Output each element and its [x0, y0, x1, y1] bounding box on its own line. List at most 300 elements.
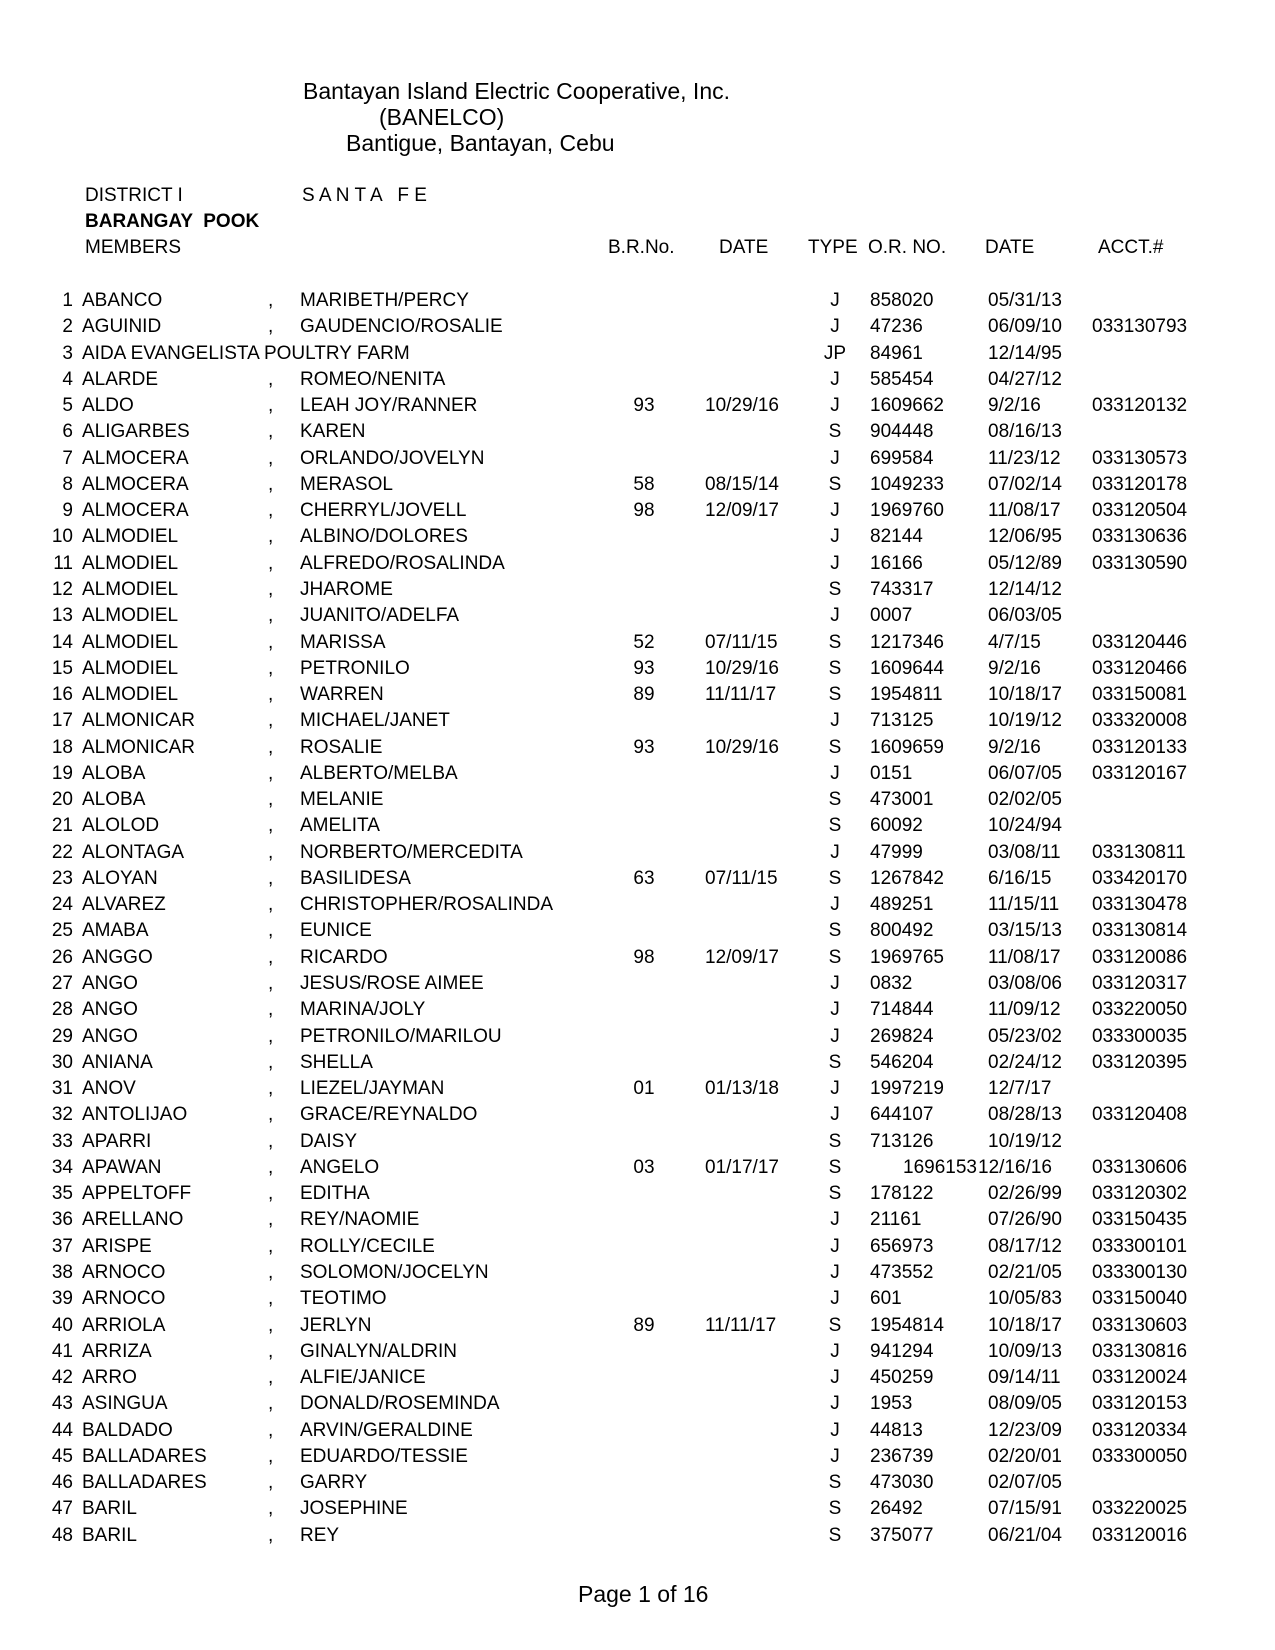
- barangay-title: BARANGAY POOK: [85, 211, 260, 232]
- or-no-cell: 1609659: [870, 737, 944, 758]
- member-surname: ANGGO: [82, 947, 153, 968]
- type-cell: S: [828, 1525, 842, 1546]
- type-header: TYPE: [808, 237, 858, 258]
- member-given-name: LIEZEL/JAYMAN: [300, 1078, 445, 1099]
- table-row: [0, 945, 1275, 971]
- name-separator: ,: [268, 920, 274, 941]
- or-no-cell: 375077: [870, 1525, 934, 1546]
- member-surname: AGUINID: [82, 316, 162, 337]
- member-number: 4: [62, 369, 73, 390]
- member-surname: ALMOCERA: [82, 474, 189, 495]
- type-cell: S: [828, 632, 842, 653]
- acct-cell: 033120016: [1092, 1525, 1188, 1546]
- type-cell: S: [828, 815, 842, 836]
- table-row: [0, 1207, 1275, 1233]
- table-row: [0, 1129, 1275, 1155]
- or-date-cell: 12/06/95: [988, 526, 1062, 547]
- or-no-cell: 82144: [870, 526, 923, 547]
- type-cell: J: [830, 500, 840, 521]
- or-date-cell: 05/23/02: [988, 1026, 1062, 1047]
- type-cell: J: [830, 1341, 840, 1362]
- member-given-name: JHAROME: [300, 579, 393, 600]
- member-number: 38: [51, 1262, 73, 1283]
- or-date-cell: 02/20/01: [988, 1446, 1062, 1467]
- br-no-cell: 89: [633, 684, 655, 705]
- member-given-name: ARVIN/GERALDINE: [300, 1420, 473, 1441]
- member-given-name: JERLYN: [300, 1315, 372, 1336]
- member-number: 24: [51, 894, 73, 915]
- member-surname: BALDADO: [82, 1420, 173, 1441]
- name-separator: ,: [268, 579, 274, 600]
- member-surname: ARRO: [82, 1367, 137, 1388]
- member-surname: ARNOCO: [82, 1262, 166, 1283]
- name-separator: ,: [268, 1525, 274, 1546]
- table-row: [0, 787, 1275, 813]
- table-row: [0, 446, 1275, 472]
- member-number: 3: [62, 343, 73, 364]
- name-separator: ,: [268, 763, 274, 784]
- member-number: 7: [62, 448, 73, 469]
- member-surname: BALLADARES: [82, 1446, 207, 1467]
- or-date-cell: 08/17/12: [988, 1236, 1062, 1257]
- member-number: 30: [51, 1052, 73, 1073]
- type-cell: J: [830, 526, 840, 547]
- table-row: [0, 1444, 1275, 1470]
- type-cell: J: [830, 1209, 840, 1230]
- member-given-name: MICHAEL/JANET: [300, 710, 450, 731]
- acct-cell: 033120167: [1092, 763, 1188, 784]
- or-date-cell: 11/23/12: [988, 448, 1061, 469]
- br-no-cell: 03: [633, 1157, 655, 1178]
- or-no-cell: 1217346: [870, 632, 944, 653]
- or-date-cell: 02/24/12: [988, 1052, 1062, 1073]
- member-number: 5: [62, 395, 73, 416]
- member-given-name: REY: [300, 1525, 340, 1546]
- member-given-name: CHRISTOPHER/ROSALINDA: [300, 894, 554, 915]
- br-date-cell: 10/29/16: [705, 395, 779, 416]
- type-cell: S: [828, 920, 842, 941]
- or-no-cell: 1609644: [870, 658, 944, 679]
- acct-cell: 033300035: [1092, 1026, 1188, 1047]
- member-surname: ANGO: [82, 1026, 138, 1047]
- or-date-cell: 07/02/14: [988, 474, 1062, 495]
- or-date-cell: 4/7/15: [988, 632, 1041, 653]
- or-no-cell: 713126: [870, 1131, 934, 1152]
- or-date-cell: 06/09/10: [988, 316, 1062, 337]
- member-given-name: ORLANDO/JOVELYN: [300, 448, 485, 469]
- table-row: [0, 866, 1275, 892]
- member-number: 19: [51, 763, 73, 784]
- or-no-cell: 178122: [870, 1183, 934, 1204]
- member-surname: BALLADARES: [82, 1472, 207, 1493]
- member-number: 43: [51, 1393, 73, 1414]
- table-row: [0, 997, 1275, 1023]
- or-no-cell: 585454: [870, 369, 934, 390]
- br-date-cell: 08/15/14: [705, 474, 779, 495]
- name-separator: ,: [268, 500, 274, 521]
- table-row: [0, 761, 1275, 787]
- br-no-cell: 98: [633, 500, 655, 521]
- type-cell: J: [830, 1446, 840, 1467]
- table-row: [0, 735, 1275, 761]
- or-date-cell: 11/09/12: [988, 999, 1061, 1020]
- type-cell: J: [830, 605, 840, 626]
- table-row: [0, 288, 1275, 314]
- name-separator: ,: [268, 369, 274, 390]
- type-cell: J: [830, 842, 840, 863]
- member-surname: ALOYAN: [82, 868, 158, 889]
- member-given-name: JUANITO/ADELFA: [300, 605, 460, 626]
- or-date-cell: 03/08/06: [988, 973, 1062, 994]
- or-no-cell: 489251: [870, 894, 934, 915]
- type-cell: J: [830, 316, 840, 337]
- member-surname: ALOBA: [82, 763, 146, 784]
- or-date-cell: 12/16/16: [978, 1157, 1052, 1178]
- name-separator: ,: [268, 947, 274, 968]
- or-date-cell: 12/23/09: [988, 1420, 1062, 1441]
- name-separator: ,: [268, 1498, 274, 1519]
- member-surname: BARIL: [82, 1525, 137, 1546]
- member-given-name: SHELLA: [300, 1052, 373, 1073]
- or-date-cell: 03/08/11: [988, 842, 1061, 863]
- member-surname: ALMONICAR: [82, 737, 195, 758]
- name-separator: ,: [268, 710, 274, 731]
- acct-cell: 033130793: [1092, 316, 1188, 337]
- br-date-cell: 12/09/17: [705, 947, 779, 968]
- or-no-cell: 656973: [870, 1236, 934, 1257]
- name-separator: ,: [268, 290, 274, 311]
- member-number: 35: [51, 1183, 73, 1204]
- br-date-cell: 01/17/17: [705, 1157, 779, 1178]
- br-date-cell: 11/11/17: [705, 684, 777, 705]
- type-cell: S: [828, 1498, 842, 1519]
- br-date-cell: 10/29/16: [705, 737, 779, 758]
- or-date-cell: 10/19/12: [988, 1131, 1062, 1152]
- name-separator: ,: [268, 1472, 274, 1493]
- type-cell: S: [828, 1157, 842, 1178]
- type-cell: S: [828, 1183, 842, 1204]
- name-separator: ,: [268, 1446, 274, 1467]
- acct-cell: 033130606: [1092, 1157, 1188, 1178]
- member-given-name: RICARDO: [300, 947, 388, 968]
- name-separator: ,: [268, 658, 274, 679]
- member-given-name: JESUS/ROSE AIMEE: [300, 973, 484, 994]
- type-cell: J: [830, 1393, 840, 1414]
- member-number: 18: [51, 737, 73, 758]
- member-surname: ALMODIEL: [82, 553, 179, 574]
- member-surname: ALMONICAR: [82, 710, 195, 731]
- name-separator: ,: [268, 553, 274, 574]
- member-number: 44: [51, 1420, 73, 1441]
- table-row: [0, 603, 1275, 629]
- or-no-cell: 546204: [870, 1052, 934, 1073]
- acct-header: ACCT.#: [1098, 237, 1164, 258]
- name-separator: ,: [268, 1078, 274, 1099]
- or-no-cell: 1954811: [870, 684, 943, 705]
- member-surname: ALMODIEL: [82, 684, 179, 705]
- or-date-cell: 11/08/17: [988, 500, 1061, 521]
- member-surname: APPELTOFF: [82, 1183, 192, 1204]
- member-surname: AIDA EVANGELISTA POULTRY FARM: [82, 343, 410, 364]
- br-no-cell: 52: [633, 632, 655, 653]
- acct-cell: 033130603: [1092, 1315, 1188, 1336]
- name-separator: ,: [268, 999, 274, 1020]
- or-date-cell: 04/27/12: [988, 369, 1062, 390]
- or-date-cell: 02/07/05: [988, 1472, 1062, 1493]
- member-number: 25: [51, 920, 73, 941]
- member-given-name: EDITHA: [300, 1183, 370, 1204]
- type-cell: JP: [823, 343, 847, 364]
- acct-cell: 033130590: [1092, 553, 1188, 574]
- member-number: 20: [51, 789, 73, 810]
- member-given-name: PETRONILO: [300, 658, 410, 679]
- member-given-name: ROMEO/NENITA: [300, 369, 446, 390]
- name-separator: ,: [268, 1420, 274, 1441]
- or-date-cell: 10/18/17: [988, 1315, 1062, 1336]
- br-no-cell: 58: [633, 474, 655, 495]
- acct-cell: 033130478: [1092, 894, 1188, 915]
- table-row: [0, 1181, 1275, 1207]
- type-cell: J: [830, 1104, 840, 1125]
- member-given-name: REY/NAOMIE: [300, 1209, 420, 1230]
- or-date-cell: 11/08/17: [988, 947, 1061, 968]
- name-separator: ,: [268, 815, 274, 836]
- name-separator: ,: [268, 1183, 274, 1204]
- table-row: [0, 892, 1275, 918]
- table-row: [0, 1155, 1275, 1181]
- acct-cell: 033420170: [1092, 868, 1188, 889]
- member-number: 8: [62, 474, 73, 495]
- member-given-name: DONALD/ROSEMINDA: [300, 1393, 500, 1414]
- member-number: 28: [51, 999, 73, 1020]
- table-row: [0, 367, 1275, 393]
- name-separator: ,: [268, 1367, 274, 1388]
- member-surname: ALMODIEL: [82, 658, 179, 679]
- or-date-cell: 12/7/17: [988, 1078, 1052, 1099]
- page-number: Page 1 of 16: [578, 1581, 709, 1607]
- type-cell: J: [830, 1262, 840, 1283]
- table-row: [0, 314, 1275, 340]
- member-number: 45: [51, 1446, 73, 1467]
- member-number: 13: [51, 605, 73, 626]
- type-cell: S: [828, 474, 842, 495]
- acct-cell: 033320008: [1092, 710, 1188, 731]
- member-given-name: GARRY: [300, 1472, 368, 1493]
- member-number: 37: [51, 1236, 73, 1257]
- type-cell: J: [830, 710, 840, 731]
- member-given-name: LEAH JOY/RANNER: [300, 395, 478, 416]
- or-no-cell: 47999: [870, 842, 923, 863]
- name-separator: ,: [268, 395, 274, 416]
- table-row: [0, 1260, 1275, 1286]
- or-no-cell: 800492: [870, 920, 934, 941]
- type-cell: J: [830, 395, 840, 416]
- or-date-cell: 12/14/95: [988, 343, 1062, 364]
- member-surname: ANGO: [82, 999, 138, 1020]
- member-number: 48: [51, 1525, 73, 1546]
- member-surname: APARRI: [82, 1131, 152, 1152]
- acct-cell: 033120466: [1092, 658, 1188, 679]
- member-number: 32: [51, 1104, 73, 1125]
- name-separator: ,: [268, 789, 274, 810]
- or-no-cell: 1997219: [870, 1078, 944, 1099]
- acct-cell: 033130816: [1092, 1341, 1188, 1362]
- member-number: 41: [51, 1341, 73, 1362]
- acct-cell: 033120153: [1092, 1393, 1188, 1414]
- br-no-cell: 63: [633, 868, 655, 889]
- type-cell: J: [830, 1367, 840, 1388]
- name-separator: ,: [268, 1393, 274, 1414]
- member-number: 42: [51, 1367, 73, 1388]
- member-given-name: GAUDENCIO/ROSALIE: [300, 316, 503, 337]
- type-cell: J: [830, 999, 840, 1020]
- or-date-cell: 06/03/05: [988, 605, 1062, 626]
- br-date-cell: 12/09/17: [705, 500, 779, 521]
- br-no-cell: 01: [633, 1078, 655, 1099]
- br-date-header: DATE: [719, 237, 769, 258]
- or-date-cell: 10/09/13: [988, 1341, 1062, 1362]
- member-surname: ARNOCO: [82, 1288, 166, 1309]
- table-row: [0, 1339, 1275, 1365]
- member-given-name: ALFIE/JANICE: [300, 1367, 426, 1388]
- br-no-cell: 93: [633, 737, 655, 758]
- or-no-cell: 644107: [870, 1104, 934, 1125]
- or-date-cell: 9/2/16: [988, 658, 1041, 679]
- table-row: [0, 577, 1275, 603]
- member-number: 34: [51, 1157, 73, 1178]
- or-date-cell: 09/14/11: [988, 1367, 1061, 1388]
- type-cell: S: [828, 579, 842, 600]
- member-number: 12: [51, 579, 73, 600]
- member-surname: ARISPE: [82, 1236, 152, 1257]
- name-separator: ,: [268, 973, 274, 994]
- or-date-cell: 10/05/83: [988, 1288, 1062, 1309]
- member-number: 15: [51, 658, 73, 679]
- name-separator: ,: [268, 684, 274, 705]
- type-cell: J: [830, 1026, 840, 1047]
- member-number: 16: [51, 684, 73, 705]
- member-number: 2: [62, 316, 73, 337]
- name-separator: ,: [268, 842, 274, 863]
- member-surname: ALMODIEL: [82, 526, 179, 547]
- or-no-cell: 858020: [870, 290, 934, 311]
- table-row: [0, 341, 1275, 367]
- or-no-cell: 0832: [870, 973, 913, 994]
- acct-cell: 033120024: [1092, 1367, 1188, 1388]
- company-address: Bantigue, Bantayan, Cebu: [346, 130, 615, 156]
- acct-cell: 033120504: [1092, 500, 1188, 521]
- or-no-cell: 1696153: [903, 1157, 977, 1178]
- member-number: 22: [51, 842, 73, 863]
- member-number: 14: [51, 632, 73, 653]
- name-separator: ,: [268, 1026, 274, 1047]
- member-number: 9: [62, 500, 73, 521]
- acct-cell: 033150040: [1092, 1288, 1188, 1309]
- or-date-cell: 6/16/15: [988, 868, 1052, 889]
- type-cell: J: [830, 1078, 840, 1099]
- or-date-cell: 10/18/17: [988, 684, 1062, 705]
- type-cell: J: [830, 763, 840, 784]
- or-no-cell: 21161: [870, 1209, 922, 1230]
- or-no-cell: 0151: [870, 763, 913, 784]
- member-surname: ALONTAGA: [82, 842, 185, 863]
- or-date-cell: 08/09/05: [988, 1393, 1062, 1414]
- or-no-header: O.R. NO.: [868, 237, 947, 258]
- or-no-cell: 714844: [870, 999, 934, 1020]
- or-no-cell: 904448: [870, 421, 934, 442]
- name-separator: ,: [268, 737, 274, 758]
- member-given-name: ALBERTO/MELBA: [300, 763, 458, 784]
- table-row: [0, 1076, 1275, 1102]
- or-no-cell: 269824: [870, 1026, 934, 1047]
- table-row: [0, 524, 1275, 550]
- member-surname: ASINGUA: [82, 1393, 168, 1414]
- table-row: [0, 971, 1275, 997]
- or-no-cell: 601: [870, 1288, 902, 1309]
- name-separator: ,: [268, 1236, 274, 1257]
- or-date-cell: 03/15/13: [988, 920, 1062, 941]
- member-number: 10: [51, 526, 73, 547]
- table-row: [0, 708, 1275, 734]
- member-given-name: TEOTIMO: [300, 1288, 387, 1309]
- table-row: [0, 393, 1275, 419]
- br-no-cell: 89: [633, 1315, 655, 1336]
- or-date-cell: 02/21/05: [988, 1262, 1062, 1283]
- table-row: [0, 656, 1275, 682]
- name-separator: ,: [268, 1157, 274, 1178]
- table-row: [0, 1234, 1275, 1260]
- table-row: [0, 1102, 1275, 1128]
- or-date-cell: 08/16/13: [988, 421, 1062, 442]
- member-given-name: DAISY: [300, 1131, 358, 1152]
- member-surname: ALARDE: [82, 369, 159, 390]
- name-separator: ,: [268, 868, 274, 889]
- member-given-name: GINALYN/ALDRIN: [300, 1341, 457, 1362]
- type-cell: J: [830, 1236, 840, 1257]
- type-cell: S: [828, 1472, 842, 1493]
- member-surname: ALMOCERA: [82, 448, 189, 469]
- member-surname: ALOLOD: [82, 815, 160, 836]
- or-no-cell: 1953: [870, 1393, 913, 1414]
- table-row: [0, 1313, 1275, 1339]
- or-no-cell: 473552: [870, 1262, 934, 1283]
- or-date-cell: 06/21/04: [988, 1525, 1062, 1546]
- member-surname: ALVAREZ: [82, 894, 166, 915]
- or-no-cell: 1049233: [870, 474, 944, 495]
- name-separator: ,: [268, 1052, 274, 1073]
- type-cell: J: [830, 290, 840, 311]
- district-label: DISTRICT I: [85, 185, 183, 206]
- table-row: [0, 1523, 1275, 1549]
- or-no-cell: 699584: [870, 448, 934, 469]
- district-value: S A N T A F E: [302, 185, 427, 206]
- or-date-cell: 02/02/05: [988, 789, 1062, 810]
- or-no-cell: 941294: [870, 1341, 934, 1362]
- or-date-cell: 12/14/12: [988, 579, 1062, 600]
- member-number: 46: [51, 1472, 73, 1493]
- member-surname: ARRIZA: [82, 1341, 152, 1362]
- br-no-cell: 93: [633, 395, 655, 416]
- acct-cell: 033120086: [1092, 947, 1188, 968]
- member-given-name: ROLLY/CECILE: [300, 1236, 435, 1257]
- member-given-name: CHERRYL/JOVELL: [300, 500, 467, 521]
- name-separator: ,: [268, 1209, 274, 1230]
- or-no-cell: 1969760: [870, 500, 944, 521]
- member-surname: ALDO: [82, 395, 134, 416]
- acct-cell: 033120302: [1092, 1183, 1188, 1204]
- member-number: 39: [51, 1288, 73, 1309]
- table-row: [0, 1391, 1275, 1417]
